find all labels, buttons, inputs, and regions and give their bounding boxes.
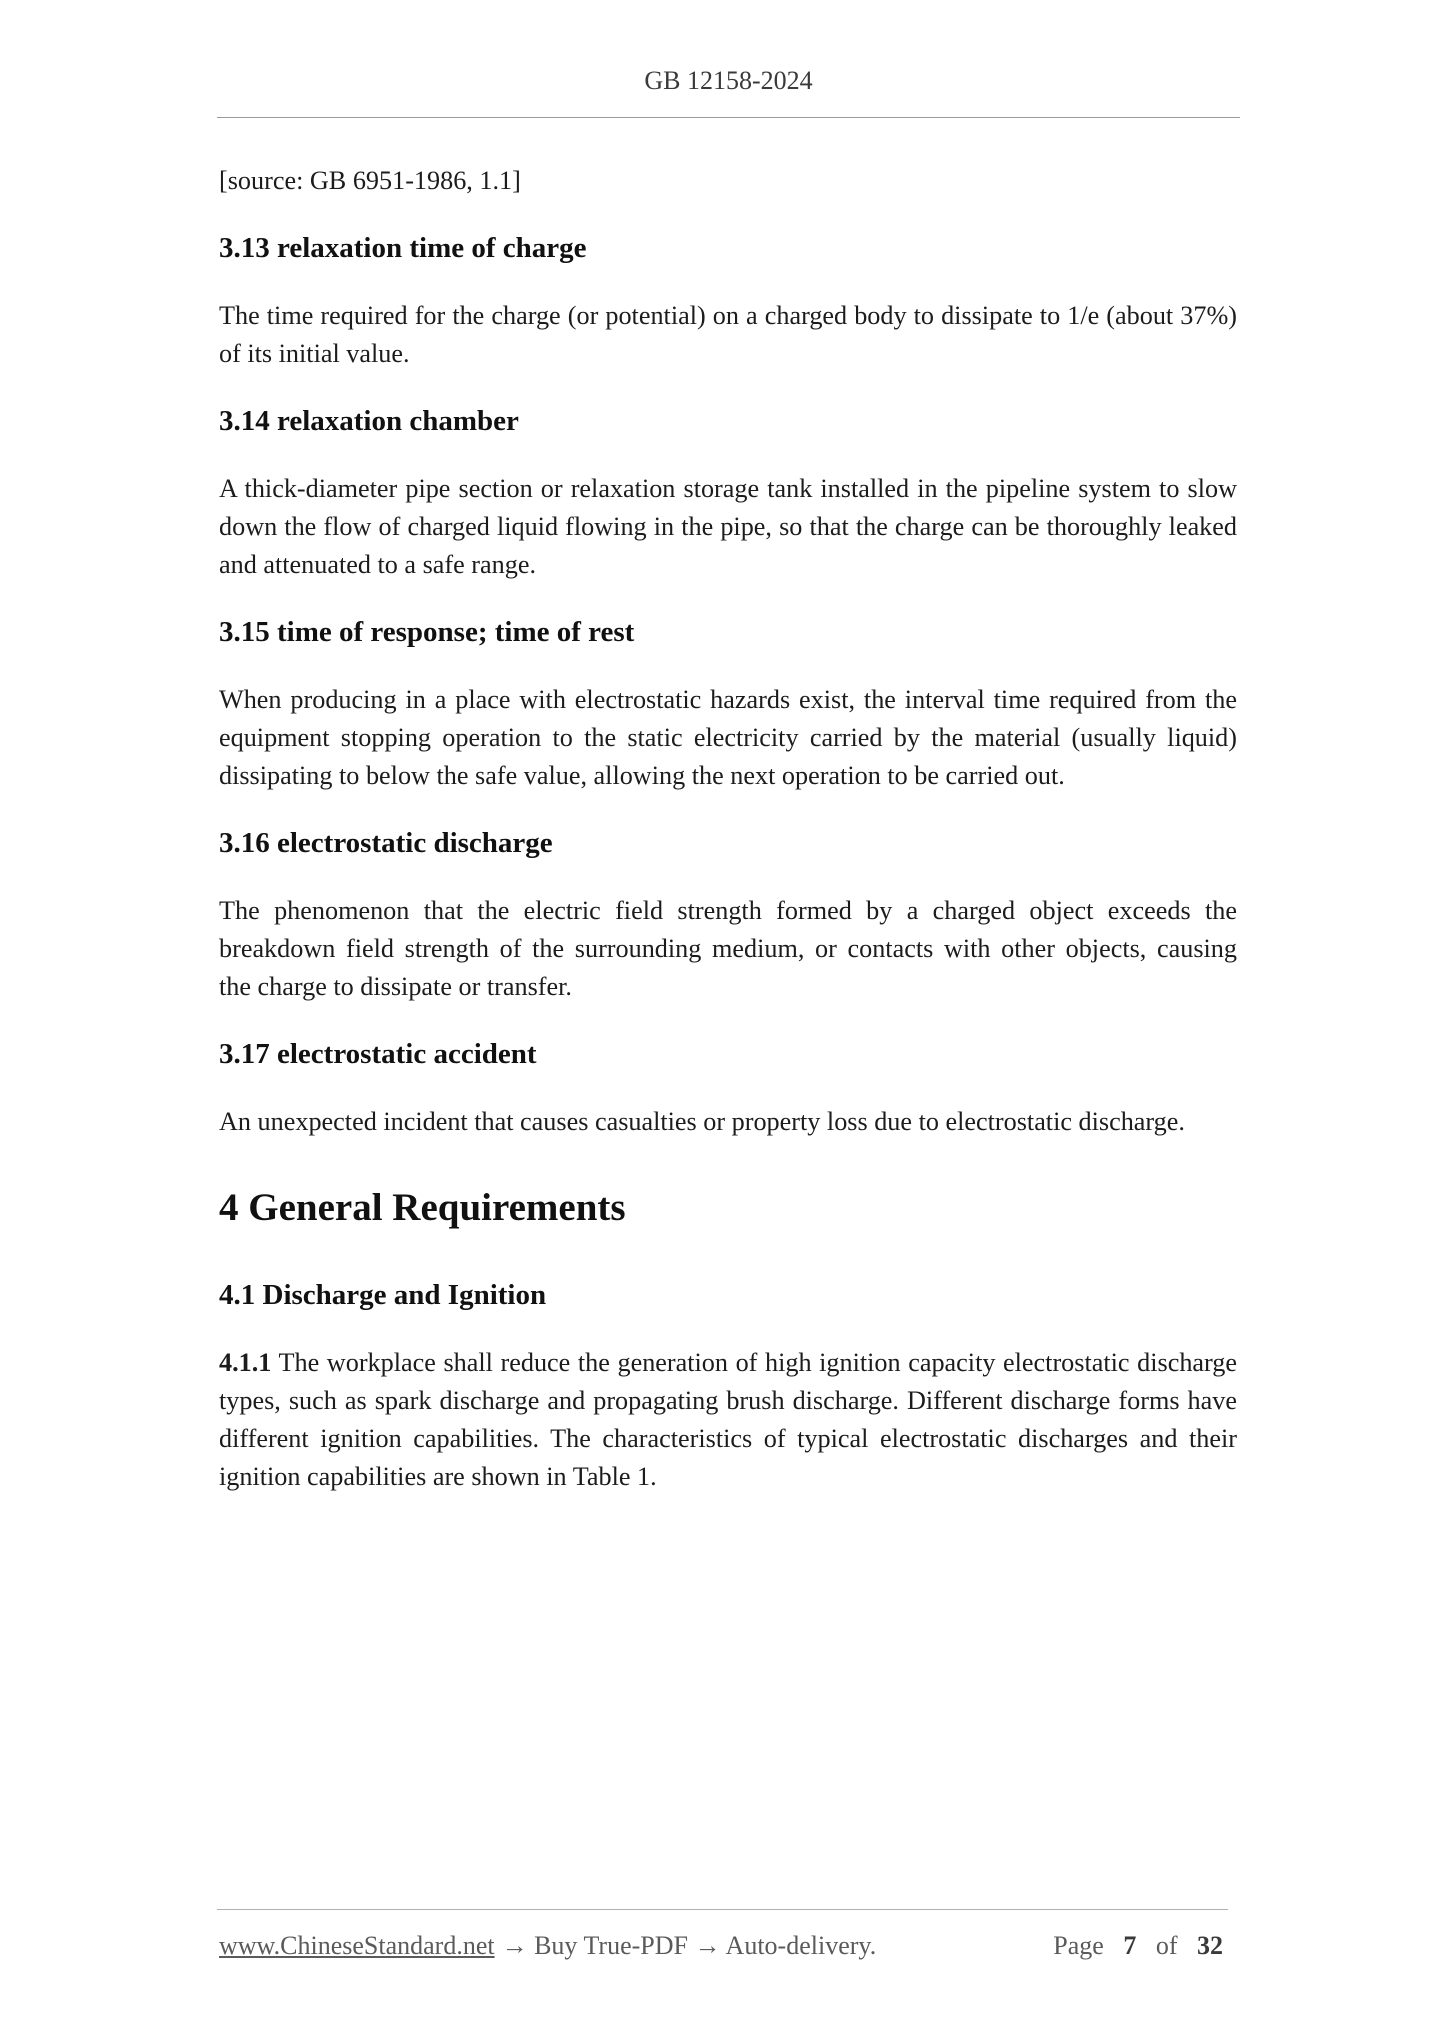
text-line: different ignition capabilities. The characteristics of typical electrostatic discharges and their — [219, 1424, 1237, 1453]
text-line — [219, 1344, 1237, 1382]
footer-promo: → Buy True-PDF → Auto-delivery. — [501, 1931, 877, 1960]
page-indicator — [1053, 1928, 1223, 1964]
text-line: An unexpected incident that causes casualties or property loss due to electrostatic discharge. — [219, 1107, 1185, 1136]
text-line: When producing in a place with electrostatic hazards exist, the interval time required from the — [219, 685, 1237, 714]
text-line: A thick-diameter pipe section or relaxation storage tank installed in the pipeline system to slow — [219, 474, 1237, 503]
source-note: [source: GB 6951-1986, 1.1] — [219, 166, 521, 195]
term-heading: 3.13 relaxation time of charge — [219, 232, 587, 264]
term-3-13 — [219, 229, 1237, 373]
text-line: ignition capabilities are shown in Table 1. — [219, 1462, 657, 1491]
term-heading: 3.16 electrostatic discharge — [219, 827, 553, 859]
term-heading: 3.15 time of response; time of rest — [219, 616, 635, 648]
term-definition — [219, 892, 1237, 1006]
clause-4-1-1 — [219, 1344, 1237, 1496]
text-line: down the flow of charged liquid flowing in the pipe, so that the charge can be thoroughly leaked — [219, 512, 1237, 541]
term-3-14 — [219, 402, 1237, 584]
term-definition — [219, 1103, 1237, 1141]
term-definition — [219, 470, 1237, 584]
header-doc-code: GB 12158-2024 — [644, 66, 813, 95]
text-line: The phenomenon that the electric field strength formed by a charged object exceeds the — [219, 896, 1237, 925]
term-3-16 — [219, 824, 1237, 1006]
page-total: 32 — [1197, 1931, 1223, 1960]
site-link[interactable]: www.ChineseStandard.net — [219, 1931, 495, 1960]
term-heading: 3.14 relaxation chamber — [219, 405, 519, 437]
footer-divider — [217, 1909, 1228, 1910]
subsection-heading: 4.1 Discharge and Ignition — [219, 1279, 547, 1311]
text-line: the charge to dissipate or transfer. — [219, 972, 572, 1001]
page-current: 7 — [1123, 1931, 1137, 1960]
footer-left — [219, 1928, 876, 1964]
text-line: breakdown field strength of the surrounding medium, or contacts with other objects, causing — [219, 934, 1237, 963]
clause-text: The workplace shall reduce the generation of high ignition capacity electrostatic discharge — [278, 1348, 1237, 1377]
page-label: Page — [1053, 1931, 1104, 1960]
text-line: and attenuated to a safe range. — [219, 550, 536, 579]
section-heading: 4 General Requirements — [219, 1186, 626, 1229]
text-line: The time required for the charge (or potential) on a charged body to dissipate to 1/e (about 37%) — [219, 301, 1237, 330]
text-line: dissipating to below the safe value, allowing the next operation to be carried out. — [219, 761, 1065, 790]
term-heading: 3.17 electrostatic accident — [219, 1038, 537, 1070]
footer — [219, 1928, 1223, 1964]
term-3-17 — [219, 1035, 1237, 1141]
page-content — [219, 162, 1237, 1496]
clause-number: 4.1.1 — [219, 1348, 272, 1377]
text-line: types, such as spark discharge and propagating brush discharge. Different discharge forms have — [219, 1386, 1237, 1415]
text-line: equipment stopping operation to the static electricity carried by the material (usually liquid) — [219, 723, 1237, 752]
text-line: of its initial value. — [219, 339, 410, 368]
term-3-15 — [219, 613, 1237, 795]
term-definition — [219, 297, 1237, 373]
term-definition — [219, 681, 1237, 795]
header-divider — [217, 117, 1240, 118]
page-of-label: of — [1155, 1931, 1178, 1960]
